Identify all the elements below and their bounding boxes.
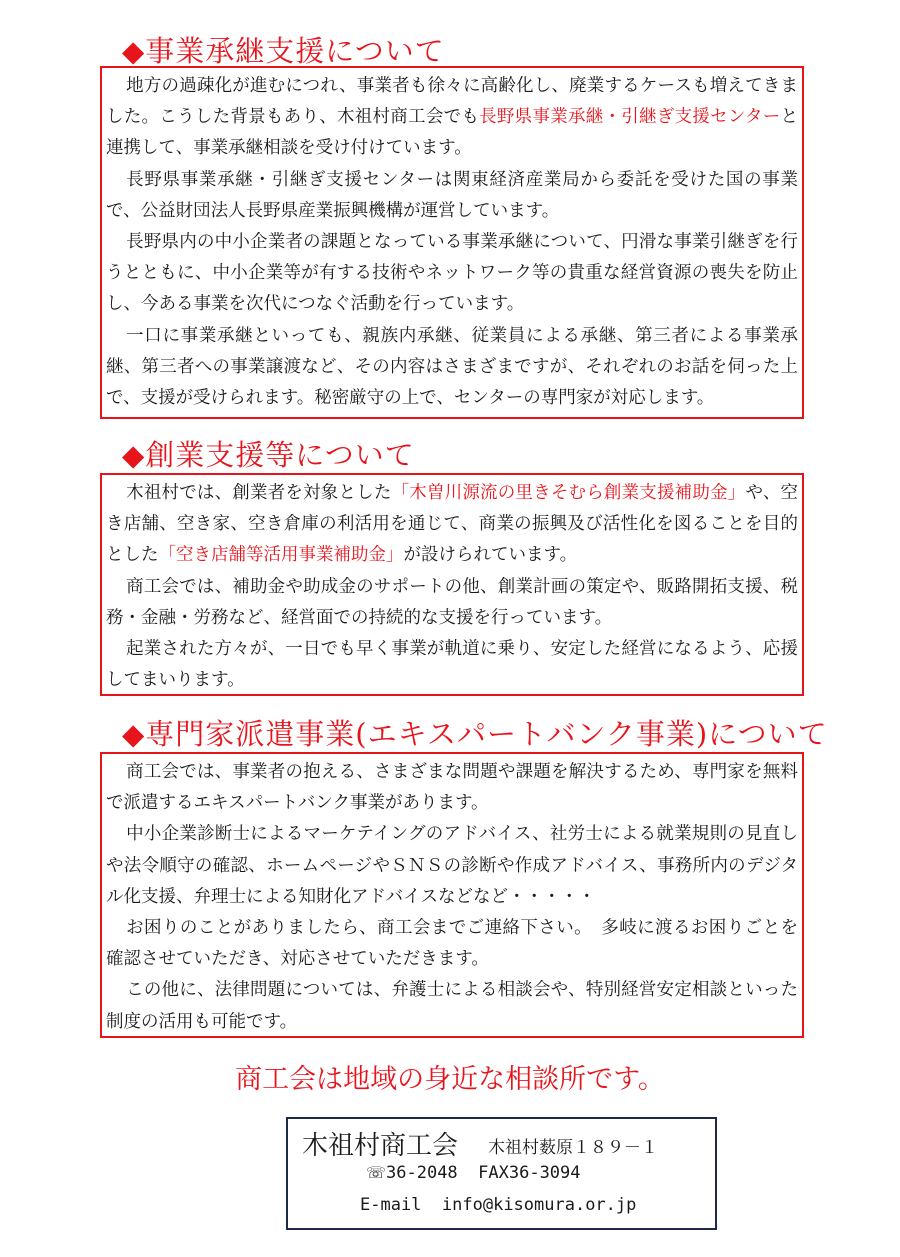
paragraph: 起業された方々が、一日でも早く事業が軌道に乗り、安定した経営になるよう、応援してまいります。: [106, 639, 798, 691]
section-heading-succession: ◆事業承継支援について: [122, 34, 445, 68]
section-box-startup: [100, 473, 804, 696]
phone-row: [366, 1163, 581, 1183]
phone-number: 36-2048: [386, 1163, 458, 1183]
paragraph: 長野県事業承継・引継ぎ支援センターは関東経済産業局から委託を受けた国の事業で、公益財団法人長野県産業振興機構が運営しています。: [106, 169, 798, 221]
section-heading-startup: ◆創業支援等について: [122, 438, 415, 472]
address: 木祖村薮原１８９－１: [488, 1138, 658, 1158]
email-address[interactable]: info@kisomura.or.jp: [441, 1195, 637, 1215]
highlight-center-name: 長野県事業承継・引継ぎ支援センター: [479, 107, 781, 128]
paragraph: この他に、法律問題については、弁護士による相談会や、特別経営安定相談といった制度の活用も可能です。: [106, 980, 798, 1032]
phone-icon: ☏: [366, 1163, 387, 1182]
section-box-succession: [100, 66, 804, 419]
paragraph: お困りのことがありましたら、商工会までご連絡下さい。 多岐に渡るお困りごとを確認させていただき、対応させていただきます。: [106, 918, 798, 970]
paragraph: 商工会では、補助金や助成金のサポートの他、創業計画の策定や、販路開拓支援、税務・金融・労務など、経営面での持続的な支援を行っています。: [106, 576, 798, 628]
org-name: 木祖村商工会: [302, 1131, 459, 1161]
paragraph: 長野県内の中小企業者の課題となっている事業承継について、円滑な事業引継ぎを行うとともに、中小企業等が有する技術やネットワーク等の貴重な経営資源の喪失を防止し、今ある事業を次代につなぐ活動を行っています。: [106, 232, 798, 315]
paragraph: 一口に事業承継といっても、親族内承継、従業員による承継、第三者による事業承継、第三者への事業譲渡など、その内容はさまざまですが、それぞれのお話を伺った上で、支援が受けられます。秘密厳守の上で、センターの専門家が対応します。: [106, 325, 798, 409]
email-row: [360, 1195, 636, 1215]
paragraph: 中小企業診断士によるマーケテイングのアドバイス、社労士による就業規則の見直しや法令順守の確認、ホームページやＳＮＳの診断や作成アドバイス、事務所内のデジタル化支援、弁理士による知財化アドバイスなどなど・・・・・: [106, 824, 798, 907]
highlight-vacant-store-subsidy: 「空き店舗等活用事業補助金」: [158, 545, 404, 566]
fax-number: FAX36-3094: [478, 1163, 581, 1183]
paragraph: 木祖村では、創業者を対象とした「木曽川源流の里きそむら創業支援補助金」や、空き店舗、空き家、空き倉庫の利活用を通じて、商業の振興及び活性化を図ることを目的とした「空き店舗等活用事業補助金」が設けられています。: [106, 483, 799, 566]
highlight-startup-subsidy: 「木曽川源流の里きそむら創業支援補助金」: [391, 483, 746, 503]
section-box-expert-bank: [100, 752, 804, 1038]
contact-box: [286, 1117, 717, 1230]
section-heading-expert-bank: ◆専門家派遣事業(エキスパートバンク事業)について: [122, 717, 828, 751]
email-label: E-mail: [360, 1195, 422, 1215]
paragraph: 地方の過疎化が進むにつれ、事業者も徐々に高齢化し、廃業するケースも増えてきました。こうした背景もあり、木祖村商工会でも長野県事業承継・引継ぎ支援センターと連携して、事業承継相談を受け付けています。: [106, 76, 798, 159]
paragraph: 商工会では、事業者の抱える、さまざまな問題や課題を解決するため、専門家を無料で派遣するエキスパートバンク事業があります。: [106, 762, 798, 814]
slogan: 商工会は地域の身近な相談所です。: [235, 1064, 665, 1095]
